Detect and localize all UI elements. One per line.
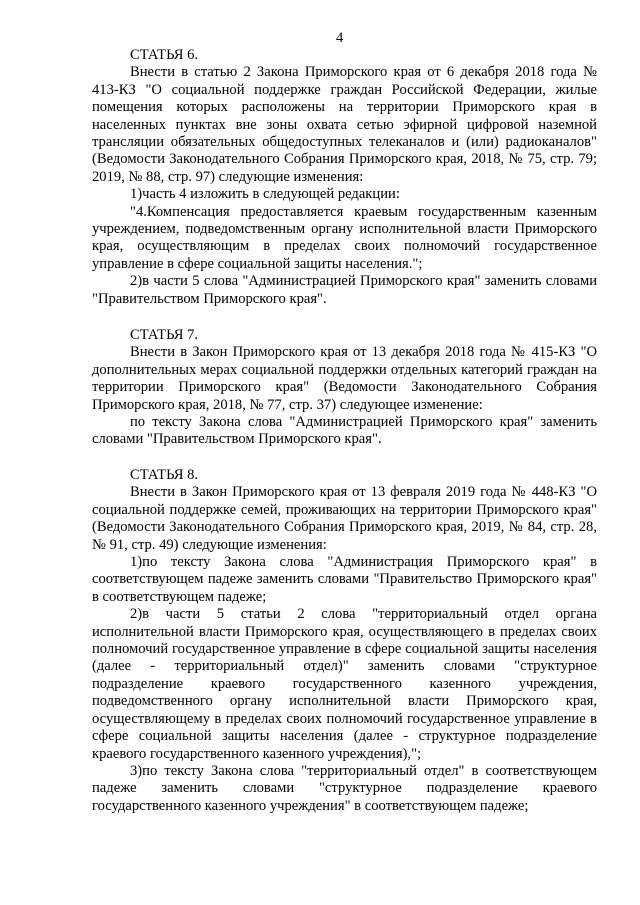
article-8-item-3: 3)по тексту Закона слова "территориальный отдел" в соответствующем падеже заменить словами "структурное подразделение краевого государственного казенного учреждения" в соответствующем падеже; bbox=[92, 762, 597, 814]
article-6-quote: "4.Компенсация предоставляется краевым государственным казенным учреждением, подведомственным органу исполнительной власти Приморского края, осуществляющим в пределах своих полномочий государственное управление в сфере социальной защиты населения."; bbox=[92, 203, 597, 272]
article-7-intro: Внести в Закон Приморского края от 13 декабря 2018 года № 415-КЗ "О дополнительных мерах социальной поддержки отдельных категорий граждан на территории Приморского края" (Ведомости Законодательного Собрания Приморского края, 2018, № 77, стр. 37) следующее изменение: bbox=[92, 344, 597, 413]
article-8-item-1: 1)по тексту Закона слова "Администрация Приморского края" в соответствующем падеже заменить словами "Правительство Приморского края" в соответствующем падеже; bbox=[92, 554, 597, 605]
article-8-item-2: 2)в части 5 статьи 2 слова "территориальный отдел органа исполнительной власти Приморского края, осуществляющего в пределах своих полномочий государственное управление в сфере социальной защиты населения (далее - территориальный отдел)" заменить словами "структурное подразделение краевого государственного казенного учреждения, подведомственного органу исполнительной власти Приморского края, осуществляющему в пределах своих полномочий государственное управление в сфере социальной защиты населения (далее - структурное подразделение краевого государственного казенного учреждения),"; bbox=[92, 606, 597, 762]
article-7 bbox=[92, 327, 597, 449]
article-8-heading: СТАТЬЯ 8. bbox=[130, 467, 199, 483]
article-7-item: по тексту Закона слова "Администрацией Приморского края" заменить словами "Правительством Приморского края". bbox=[92, 414, 597, 448]
article-6-intro: Внести в статью 2 Закона Приморского края от 6 декабря 2018 года № 413-КЗ "О социальной поддержке граждан Российской Федерации, жилые помещения которых расположены на территории Приморского края в населенных пунктах вне зоны охвата сетью эфирной цифровой наземной трансляции обязательных общедоступных телеканалов и (или) радиоканалов" (Ведомости Законодательного Собрания Приморского края, 2018, № 75, стр. 79; 2019, № 88, стр. 97) следующие изменения: bbox=[92, 64, 597, 185]
article-7-heading: СТАТЬЯ 7. bbox=[130, 327, 199, 343]
article-8 bbox=[92, 467, 597, 815]
article-8-intro: Внести в Закон Приморского края от 13 февраля 2019 года № 448-КЗ "О социальной поддержке семей, проживающих на территории Приморского края" (Ведомости Законодательного Собрания Приморского края, 2019, № 84, стр. 28, № 91, стр. 49) следующие изменения: bbox=[92, 484, 597, 553]
article-6-heading: СТАТЬЯ 6. bbox=[130, 47, 199, 63]
page-number: 4 bbox=[336, 30, 344, 46]
article-6-item-1: 1)часть 4 изложить в следующей редакции: bbox=[130, 186, 400, 203]
article-6 bbox=[92, 47, 597, 308]
article-6-item-2: 2)в части 5 слова "Администрацией Приморского края" заменить словами "Правительством Приморского края". bbox=[92, 273, 597, 307]
